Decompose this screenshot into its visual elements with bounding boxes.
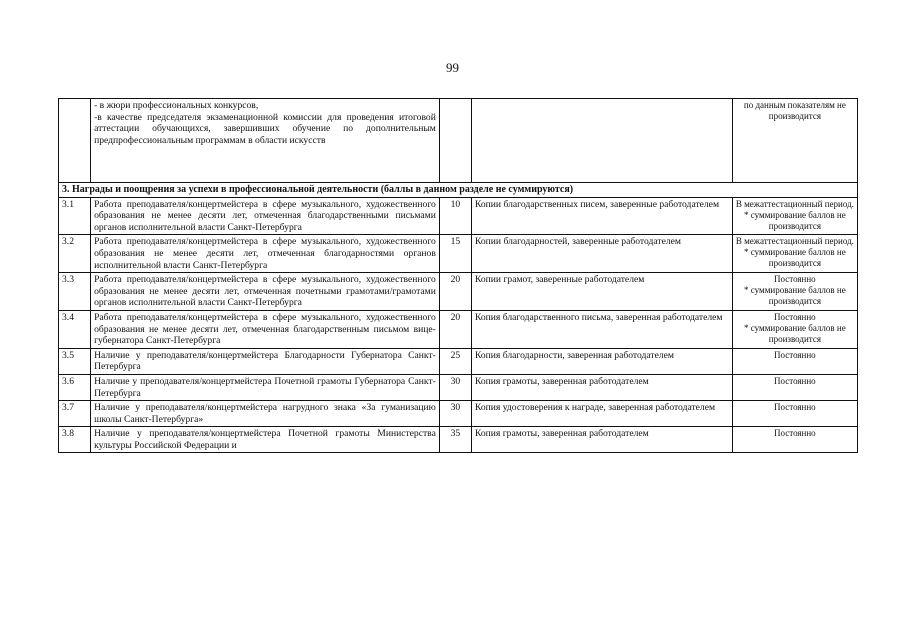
table-row <box>59 197 858 235</box>
row-description: Работа преподавателя/концертмейстера в сфере музыкального, художественного образования не менее десяти лет, отмеченная благодарственным письмом вице-губернатора Санкт-Петербурга <box>91 310 440 348</box>
row-note: Постоянно * суммирование баллов не производится <box>732 273 857 311</box>
row-points: 20 <box>439 273 471 311</box>
row-document: Копия благодарственного письма, заверенная работодателем <box>471 310 732 348</box>
row-note: Постоянно <box>732 348 857 374</box>
row-description: Наличие у преподавателя/концертмейстера Почетной грамоты Министерства культуры Российской Федерации и <box>91 427 440 453</box>
row-document: Копия благодарности, заверенная работодателем <box>471 348 732 374</box>
table-row <box>59 235 858 273</box>
row-number: 3.4 <box>59 310 91 348</box>
row-description: Наличие у преподавателя/концертмейстера Почетной грамоты Губернатора Санкт-Петербурга <box>91 374 440 400</box>
row-points: 35 <box>439 427 471 453</box>
row-description: Наличие у преподавателя/концертмейстера нагрудного знака «За гуманизацию школы Санкт-Петербурга» <box>91 401 440 427</box>
row-number: 3.6 <box>59 374 91 400</box>
row-note: Постоянно <box>732 427 857 453</box>
row-document: Копии грамот, заверенные работодателем <box>471 273 732 311</box>
row-note: по данным показателям не производится <box>732 99 857 183</box>
row-document: Копии благодарственных писем, заверенные работодателем <box>471 197 732 235</box>
table-row <box>59 374 858 400</box>
row-points: 30 <box>439 401 471 427</box>
row-number: 3.7 <box>59 401 91 427</box>
row-note: Постоянно * суммирование баллов не производится <box>732 310 857 348</box>
row-number <box>59 99 91 183</box>
table-row <box>59 310 858 348</box>
row-description: Работа преподавателя/концертмейстера в сфере музыкального, художественного образования не менее десяти лет, отмеченная почетными грамотами/грамотами органов исполнительной власти Санкт-Петербурга <box>91 273 440 311</box>
row-description: - в жюри профессиональных конкурсов, -в качестве председателя экзаменационной комиссии для проведения итоговой аттестации обучающихся, завершивших обучение по дополнительным предпрофессиональным программам в области искусств <box>91 99 440 183</box>
row-points <box>439 99 471 183</box>
row-note: В межаттестационный период. * суммирование баллов не производится <box>732 235 857 273</box>
row-number: 3.2 <box>59 235 91 273</box>
row-note: Постоянно <box>732 374 857 400</box>
table-row <box>59 348 858 374</box>
row-document <box>471 99 732 183</box>
row-number: 3.1 <box>59 197 91 235</box>
rows-body <box>59 197 858 453</box>
section-title: 3. Награды и поощрения за успехи в профессиональной деятельности (баллы в данном разделе не суммируются) <box>59 183 858 198</box>
row-description: Наличие у преподавателя/концертмейстера Благодарности Губернатора Санкт-Петербурга <box>91 348 440 374</box>
table-row <box>59 99 858 183</box>
row-description: Работа преподавателя/концертмейстера в сфере музыкального, художественного образования не менее десяти лет, отмеченная благодарностями органов исполнительной власти Санкт-Петербурга <box>91 235 440 273</box>
row-points: 15 <box>439 235 471 273</box>
section-header-row <box>59 183 858 198</box>
row-points: 30 <box>439 374 471 400</box>
row-number: 3.8 <box>59 427 91 453</box>
table-row <box>59 427 858 453</box>
row-number: 3.3 <box>59 273 91 311</box>
row-document: Копия грамоты, заверенная работодателем <box>471 427 732 453</box>
row-document: Копия удостоверения к награде, заверенная работодателем <box>471 401 732 427</box>
row-document: Копия грамоты, заверенная работодателем <box>471 374 732 400</box>
row-points: 20 <box>439 310 471 348</box>
criteria-table <box>58 98 858 453</box>
row-description: Работа преподавателя/концертмейстера в сфере музыкального, художественного образования не менее десяти лет, отмеченная благодарственными письмами органов исполнительной власти Санкт-Петербурга <box>91 197 440 235</box>
row-note: Постоянно <box>732 401 857 427</box>
table-row <box>59 273 858 311</box>
row-points: 25 <box>439 348 471 374</box>
row-points: 10 <box>439 197 471 235</box>
table-row <box>59 401 858 427</box>
row-note: В межаттестационный период. * суммирование баллов не производится <box>732 197 857 235</box>
page-number: 99 <box>446 60 459 75</box>
row-document: Копии благодарностей, заверенные работодателем <box>471 235 732 273</box>
row-number: 3.5 <box>59 348 91 374</box>
